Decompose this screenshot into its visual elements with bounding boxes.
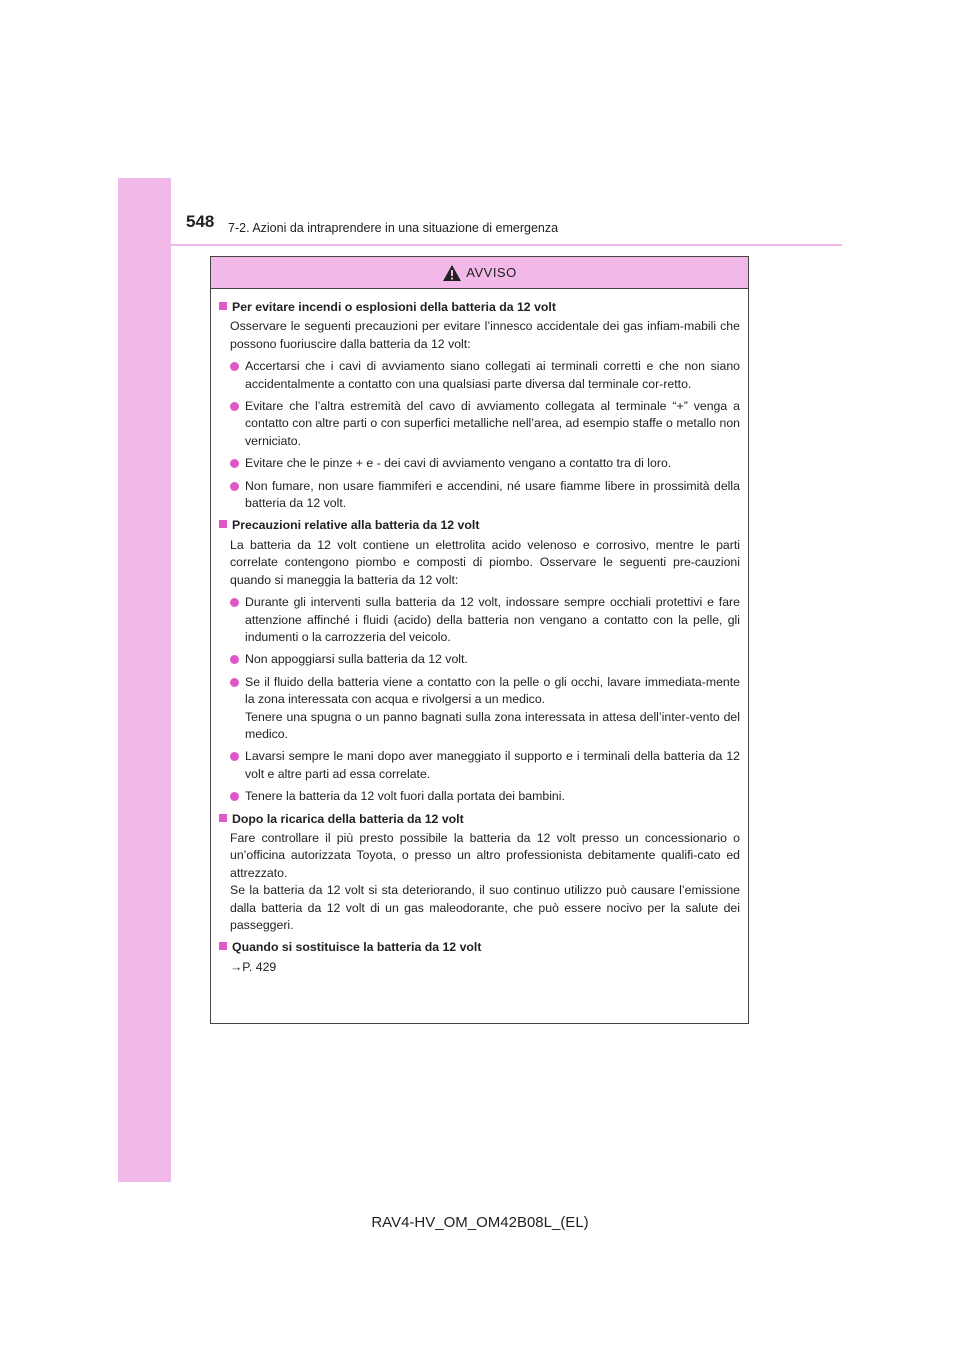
round-bullet-icon [230,459,239,468]
warning-triangle-icon [442,264,462,282]
round-bullet-icon [230,482,239,491]
list-item-text: Tenere la batteria da 12 volt fuori dalla portata dei bambini. [245,789,565,804]
warning-box [210,256,749,1024]
list-item-text: Non fumare, non usare fiammiferi e accendini, né usare fiamme libere in prossimità della batteria da 12 volt. [245,478,740,511]
section-heading-text: Dopo la ricarica della batteria da 12 volt [232,811,464,826]
section-heading [219,939,740,956]
list-item-line: Tenere una spugna o un panno bagnati sulla zona interessata in attesa dell’inter-vento del medico. [245,709,740,741]
list-item [219,358,740,393]
section-heading-text: Per evitare incendi o esplosioni della batteria da 12 volt [232,300,556,314]
paragraph-text: La batteria da 12 volt contiene un elettrolita acido velenoso e corrosivo, mentre le parti correlate contengono piombo e composti di piombo. Osservare le seguenti pre-cauzioni quando si maneggia la batteria da 12 volt: [230,537,740,587]
list-item [219,748,740,783]
section-title: 7-2. Azioni da intraprendere in una situazione di emergenza [228,221,559,235]
list-item-text: Accertarsi che i cavi di avviamento siano collegati ai terminali corretti e che non siano accidentalmente a contatto con una qualsiasi parte diversa dal terminale cor-retto. [245,359,740,391]
list-item [219,651,740,668]
square-bullet-icon [219,814,227,822]
list-item-text: Evitare che l’altra estremità del cavo di avviamento collegata al terminale “+” venga a contatto con altre parti o con superfici metalliche nell’area, ad esempio staffe o metallo non verniciato. [245,399,740,448]
paragraph-text: Se la batteria da 12 volt si sta deteriorando, il suo continuo utilizzo può causare l’emissione dalla batteria da 12 volt di un gas maleodorante, che può essere nocivo per la salute dei passeggeri. [230,883,740,932]
list-item [219,398,740,450]
section-paragraph [219,318,740,353]
round-bullet-icon [230,752,239,761]
square-bullet-icon [219,520,227,528]
section-heading [219,811,740,828]
section-heading-text: Quando si sostituisce la batteria da 12 volt [232,940,482,955]
list-item [219,788,740,805]
round-bullet-icon [230,598,239,607]
paragraph-text: Fare controllare il più presto possibile la batteria da 12 volt presso un concessionario o un’officina autorizzata Toyota, o presso un altro professionista debitamente qualifi-cato ed attrezzato. [230,830,740,880]
square-bullet-icon [219,302,227,310]
round-bullet-icon [230,655,239,664]
section-paragraph [219,537,740,589]
list-item-text: Evitare che le pinze + e - dei cavi di avviamento vengano a contatto tra di loro. [245,456,672,471]
header-divider [171,244,842,246]
list-item-text: Non appoggiarsi sulla batteria da 12 volt. [245,652,468,667]
warning-body [211,289,748,976]
round-bullet-icon [230,792,239,801]
paragraph-text: Osservare le seguenti precauzioni per evitare l’innesco accidentale dei gas infiam-mabili che possono fuoriuscire dalla batteria da 12 volt: [230,319,740,351]
warning-label: AVVISO [466,265,517,280]
list-item-text [245,674,740,744]
list-item-line: Se il fluido della batteria viene a contatto con la pelle o gli occhi, lavare immediata-mente la zona interessata con acqua e rivolgersi a un medico. [245,674,740,707]
chapter-side-tab [118,178,171,1182]
section-heading [219,517,740,534]
warning-header [211,257,748,289]
warning-section [219,517,740,805]
section-paragraph [219,830,740,934]
round-bullet-icon [230,362,239,371]
section-heading [219,299,740,316]
section-heading-text: Precauzioni relative alla batteria da 12 volt [232,518,480,533]
warning-section [219,939,740,976]
list-item-text: Lavarsi sempre le mani dopo aver maneggiato il supporto e i terminali della batteria da 12 volt e altre parti ad essa correlate. [245,749,740,781]
round-bullet-icon [230,402,239,411]
page-number: 548 [186,212,215,231]
list-item-text: Durante gli interventi sulla batteria da 12 volt, indossare sempre occhiali protettivi e fare attenzione affinché i fluidi (acido) della batteria non vengano a contatto con la pelle, gli indumenti o la carrozzeria del veicolo. [245,595,740,644]
list-item [219,478,740,513]
square-bullet-icon [219,942,227,950]
document-code: RAV4-HV_OM_OM42B08L_(EL) [371,1214,589,1231]
list-item [219,455,740,472]
page-reference-link[interactable]: →P. 429 [230,959,277,974]
list-item [219,594,740,646]
warning-section [219,299,740,512]
warning-section [219,811,740,935]
list-item [219,674,740,744]
round-bullet-icon [230,678,239,687]
